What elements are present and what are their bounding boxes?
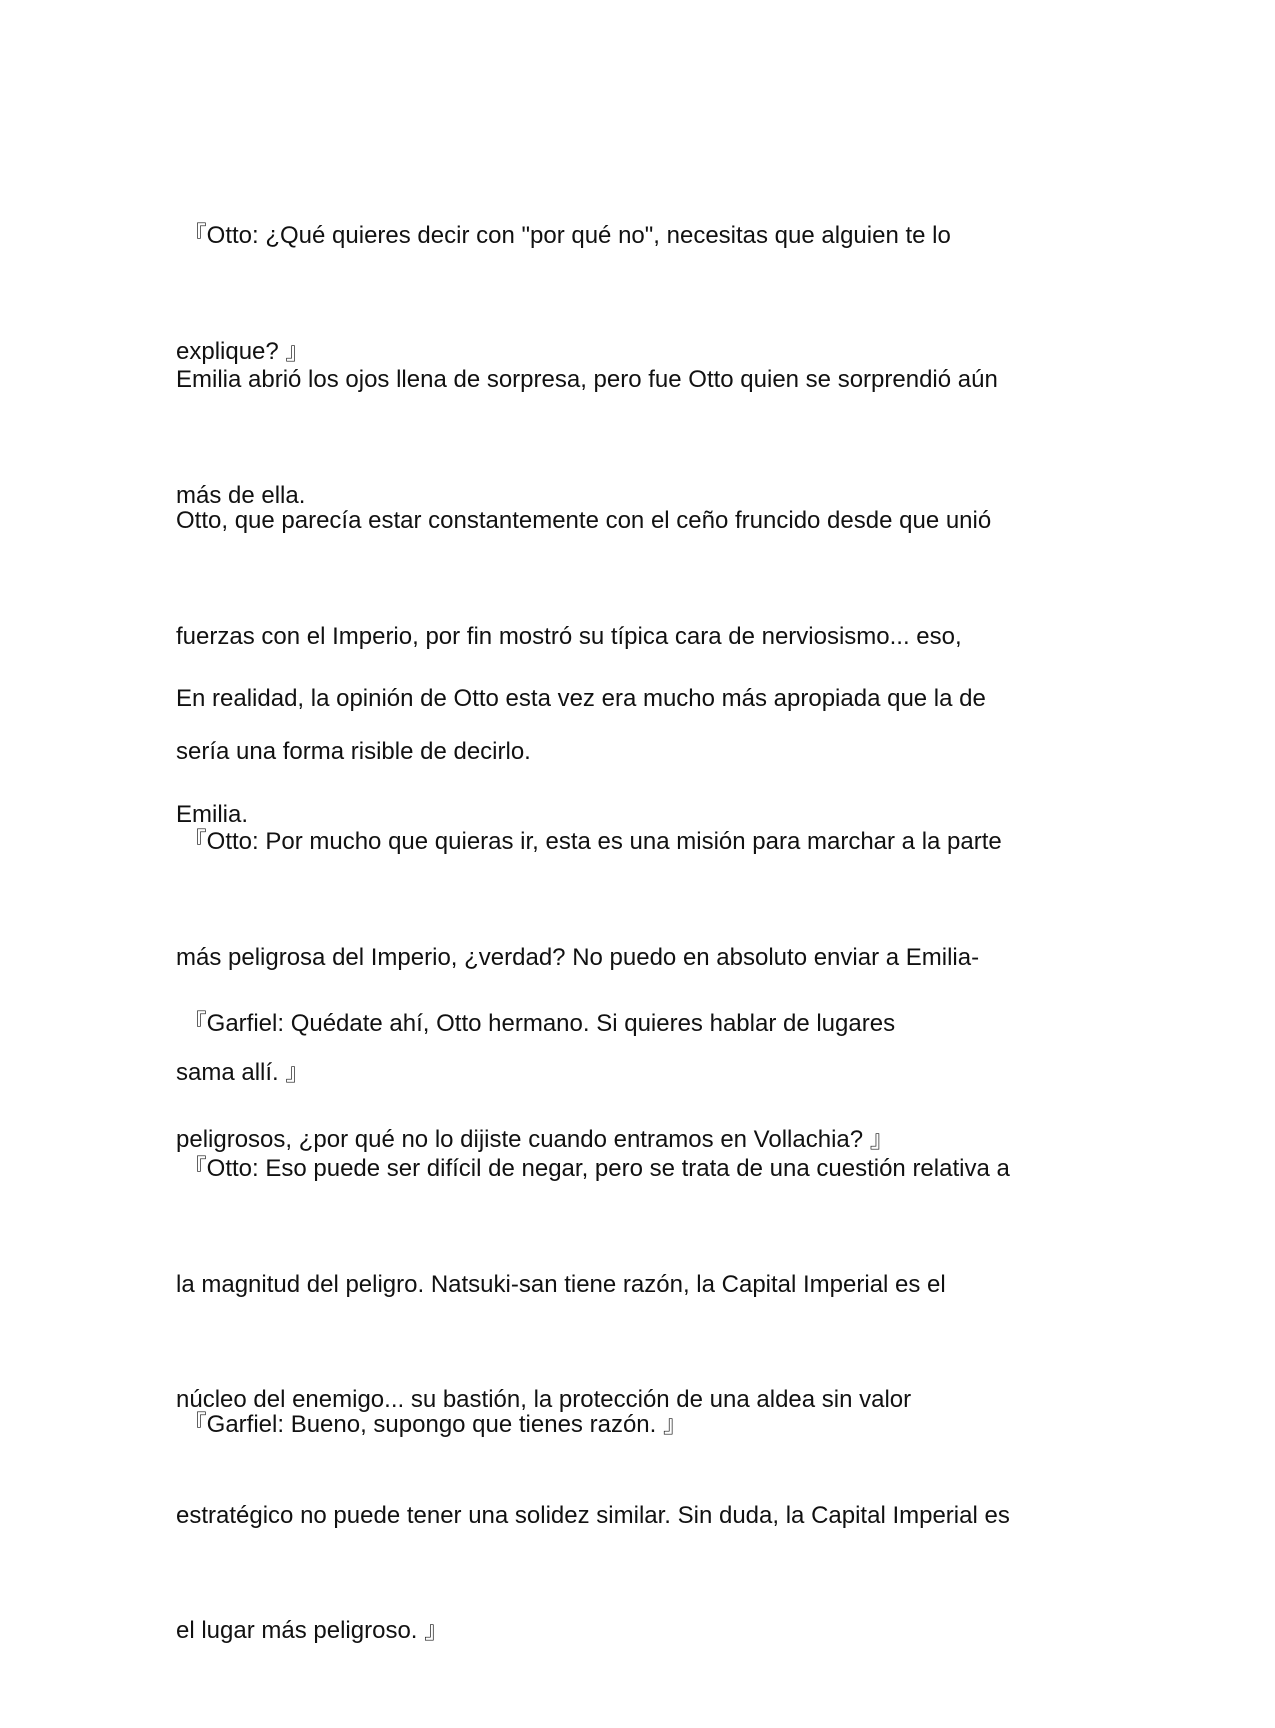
text-line: 『Otto: Eso puede ser difícil de negar, pero se trata de una cuestión relativa a: [176, 1155, 1010, 1182]
text-line: 『Otto: ¿Qué quieres decir con "por qué no", necesitas que alguien te lo: [176, 222, 951, 249]
text-line: núcleo del enemigo... su bastión, la protección de una aldea sin valor: [176, 1386, 912, 1413]
text-line: más peligrosa del Imperio, ¿verdad? No puedo en absoluto enviar a Emilia-: [176, 943, 980, 971]
text-line: En realidad, la opinión de Otto esta vez era mucho más apropiada que la de: [176, 685, 986, 712]
text-line: estratégico no puede tener una solidez similar. Sin duda, la Capital Imperial es: [176, 1501, 1010, 1529]
text-line: el lugar más peligroso. 』: [176, 1617, 449, 1644]
text-line: Emilia abrió los ojos llena de sorpresa, pero fue Otto quien se sorprendió aún: [176, 366, 998, 393]
text-line: sama allí. 』: [176, 1059, 310, 1086]
text-line: la magnitud del peligro. Natsuki-san tiene razón, la Capital Imperial es el: [176, 1270, 946, 1298]
text-line: sería una forma risible de decirlo.: [176, 738, 531, 765]
paragraph-garfiel-agree: [176, 1329, 1101, 1522]
text-line: Emilia.: [176, 800, 249, 828]
text-line: 『Garfiel: Bueno, supongo que tienes razón. 』: [176, 1411, 687, 1438]
text-line: explique? 』: [176, 337, 310, 365]
text-line: 『Otto: Por mucho que quieras ir, esta es una misión para marchar a la parte: [176, 828, 1002, 855]
text-line: peligrosos, ¿por qué no lo dijiste cuando entramos en Vollachia? 』: [176, 1125, 894, 1153]
text-line: 『Garfiel: Quédate ahí, Otto hermano. Si quieres hablar de lugares: [176, 1010, 896, 1037]
text-line: Otto, que parecía estar constantemente con el ceño fruncido desde que unió: [176, 507, 992, 534]
text-line: más de ella.: [176, 481, 306, 509]
text-line: fuerzas con el Imperio, por fin mostró su típica cara de nerviosismo... eso,: [176, 622, 962, 650]
